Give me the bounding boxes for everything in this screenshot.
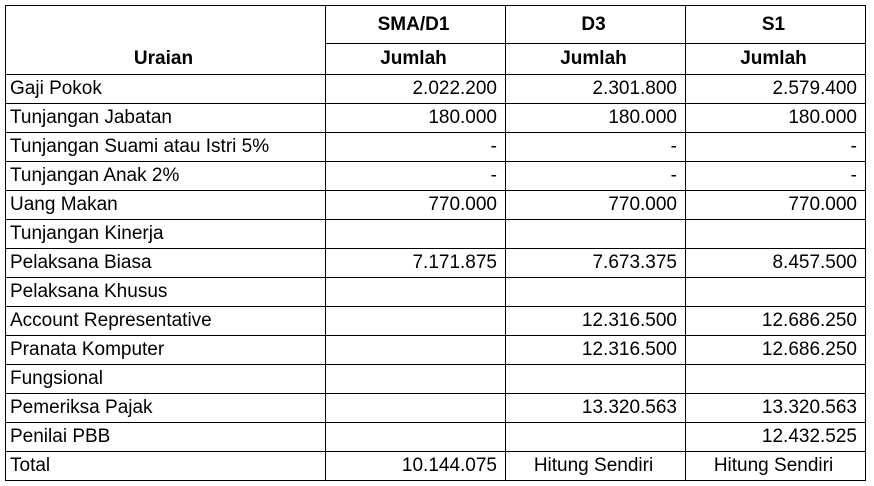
- row-label: Gaji Pokok: [6, 75, 326, 104]
- header-blank-cell: [6, 6, 326, 44]
- table-row: [6, 278, 866, 307]
- row-label: Tunjangan Anak 2%: [6, 162, 326, 191]
- row-label: Penilai PBB: [6, 423, 326, 452]
- row-value-s1: [686, 278, 866, 307]
- row-value-s1: -: [686, 162, 866, 191]
- table-row: [6, 104, 866, 133]
- row-value-s1: 180.000: [686, 104, 866, 133]
- header-col-sma-d1: SMA/D1: [326, 6, 506, 44]
- row-label: Pelaksana Biasa: [6, 249, 326, 278]
- table-row: [6, 249, 866, 278]
- row-value-d3: [506, 278, 686, 307]
- table-row: [6, 365, 866, 394]
- row-label: Tunjangan Kinerja: [6, 220, 326, 249]
- row-value-sma-d1: -: [326, 133, 506, 162]
- row-value-s1: [686, 365, 866, 394]
- row-label: Tunjangan Suami atau Istri 5%: [6, 133, 326, 162]
- row-value-d3: -: [506, 162, 686, 191]
- row-value-s1: 2.579.400: [686, 75, 866, 104]
- header-row-grades: [6, 6, 866, 44]
- row-value-sma-d1: 7.171.875: [326, 249, 506, 278]
- row-value-s1: -: [686, 133, 866, 162]
- table-row: [6, 162, 866, 191]
- table-row: [6, 307, 866, 336]
- row-value-s1: 12.432.525: [686, 423, 866, 452]
- row-value-d3: 180.000: [506, 104, 686, 133]
- row-value-s1: 8.457.500: [686, 249, 866, 278]
- row-value-d3: 7.673.375: [506, 249, 686, 278]
- row-value-d3: 12.316.500: [506, 336, 686, 365]
- row-label: Pranata Komputer: [6, 336, 326, 365]
- row-value-d3: [506, 423, 686, 452]
- row-value-d3: [506, 365, 686, 394]
- row-value-sma-d1: [326, 220, 506, 249]
- total-row: [6, 452, 866, 481]
- row-value-s1: [686, 220, 866, 249]
- row-label: Tunjangan Jabatan: [6, 104, 326, 133]
- row-value-sma-d1: [326, 307, 506, 336]
- row-label: Uang Makan: [6, 191, 326, 220]
- row-label: Pemeriksa Pajak: [6, 394, 326, 423]
- header-jumlah-1: Jumlah: [326, 44, 506, 75]
- row-value-sma-d1: -: [326, 162, 506, 191]
- table-row: [6, 423, 866, 452]
- total-value-sma-d1: 10.144.075: [326, 452, 506, 481]
- header-col-d3: D3: [506, 6, 686, 44]
- header-row-jumlah: [6, 44, 866, 75]
- row-value-d3: 2.301.800: [506, 75, 686, 104]
- row-value-d3: 13.320.563: [506, 394, 686, 423]
- row-value-s1: 770.000: [686, 191, 866, 220]
- salary-table: [5, 5, 866, 481]
- table-row: [6, 75, 866, 104]
- row-value-sma-d1: 180.000: [326, 104, 506, 133]
- row-value-d3: 770.000: [506, 191, 686, 220]
- row-value-sma-d1: [326, 278, 506, 307]
- row-value-sma-d1: [326, 365, 506, 394]
- header-jumlah-2: Jumlah: [506, 44, 686, 75]
- row-value-s1: 13.320.563: [686, 394, 866, 423]
- row-label: Fungsional: [6, 365, 326, 394]
- total-value-s1: Hitung Sendiri: [686, 452, 866, 481]
- table-row: [6, 220, 866, 249]
- row-value-sma-d1: [326, 336, 506, 365]
- row-value-d3: [506, 220, 686, 249]
- header-uraian: Uraian: [6, 44, 326, 75]
- table-row: [6, 336, 866, 365]
- total-label: Total: [6, 452, 326, 481]
- table-body: [6, 75, 866, 452]
- row-value-sma-d1: [326, 394, 506, 423]
- header-col-s1: S1: [686, 6, 866, 44]
- row-value-s1: 12.686.250: [686, 336, 866, 365]
- row-value-sma-d1: 2.022.200: [326, 75, 506, 104]
- row-value-sma-d1: 770.000: [326, 191, 506, 220]
- row-label: Pelaksana Khusus: [6, 278, 326, 307]
- row-value-d3: 12.316.500: [506, 307, 686, 336]
- header-jumlah-3: Jumlah: [686, 44, 866, 75]
- table-row: [6, 191, 866, 220]
- table-row: [6, 394, 866, 423]
- table-row: [6, 133, 866, 162]
- row-label: Account Representative: [6, 307, 326, 336]
- row-value-sma-d1: [326, 423, 506, 452]
- row-value-s1: 12.686.250: [686, 307, 866, 336]
- row-value-d3: -: [506, 133, 686, 162]
- total-value-d3: Hitung Sendiri: [506, 452, 686, 481]
